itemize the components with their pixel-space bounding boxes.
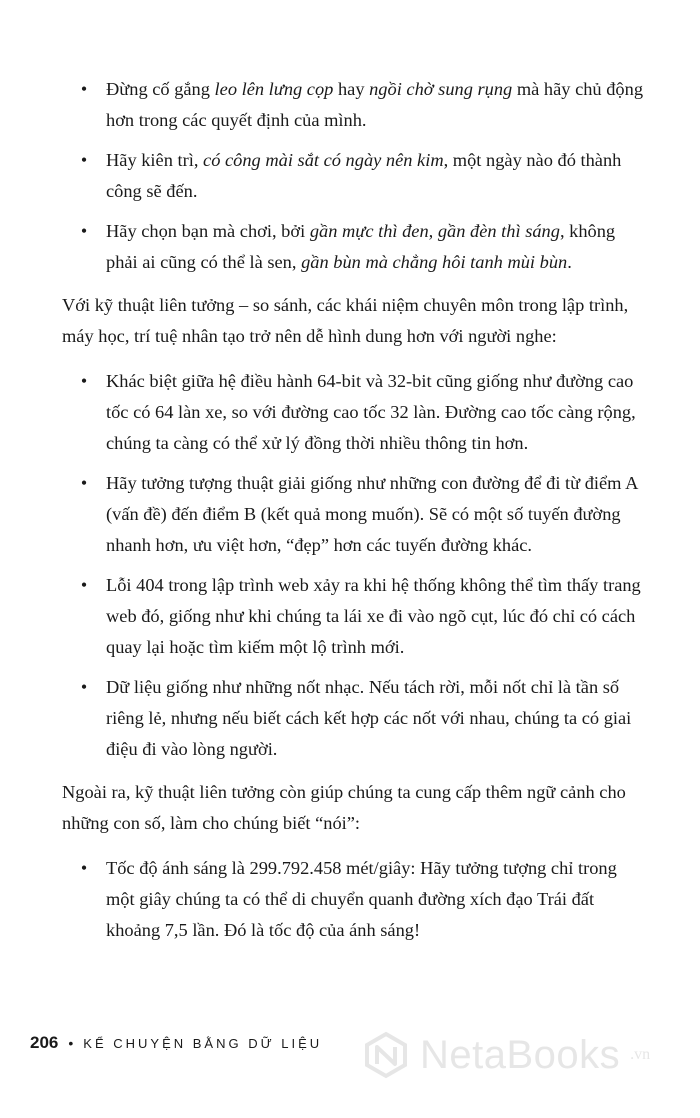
bullet-list-proverbs bbox=[62, 74, 650, 278]
paragraph-intro-comparison: Với kỹ thuật liên tưởng – so sánh, các khái niệm chuyên môn trong lập trình, máy học, trí tuệ nhân tạo trở nên dễ hình dung hơn với người nghe: bbox=[62, 295, 629, 346]
bullet-marker: • bbox=[80, 371, 88, 391]
list-item-text: Hãy chọn bạn mà chơi, bởi gần mực thì đen, gần đèn thì sáng, không phải ai cũng có thể là sen, gần bùn mà chẳng hôi tanh mùi bùn. bbox=[106, 221, 616, 272]
list-item-text: Khác biệt giữa hệ điều hành 64-bit và 32-bit cũng giống như đường cao tốc có 64 làn xe, so với đường cao tốc 32 làn. Đường cao tốc càng rộng, chúng ta càng có thể xử lý đồng thời nhiều thông tin hơn. bbox=[106, 371, 636, 453]
list-item-text: Đừng cố gắng leo lên lưng cọp hay ngồi chờ sung rụng mà hãy chủ động hơn trong các quyết định của mình. bbox=[106, 79, 644, 130]
running-title: KỂ CHUYỆN BẰNG DỮ LIỆU bbox=[83, 1035, 323, 1051]
list-item bbox=[62, 672, 650, 765]
footer-separator: • bbox=[68, 1035, 74, 1051]
list-item-text: Dữ liệu giống như những nốt nhạc. Nếu tách rời, mỗi nốt chỉ là tần số riêng lẻ, nhưng nếu biết cách kết hợp các nốt với nhau, chúng ta có giai điệu đi vào lòng người. bbox=[106, 677, 632, 759]
paragraph-intro-numbers: Ngoài ra, kỹ thuật liên tưởng còn giúp chúng ta cung cấp thêm ngữ cảnh cho những con số, làm cho chúng biết “nói”: bbox=[62, 782, 626, 833]
list-item-text: Tốc độ ánh sáng là 299.792.458 mét/giây: Hãy tưởng tượng chỉ trong một giây chúng ta có thể di chuyển quanh đường xích đạo Trái đất khoảng 7,5 lần. Đó là tốc độ của ánh sáng! bbox=[106, 858, 617, 940]
bullet-list-tech-examples bbox=[62, 366, 650, 765]
page-footer bbox=[30, 1033, 322, 1053]
list-item bbox=[62, 468, 650, 561]
italic-phrase: leo lên lưng cọp bbox=[214, 79, 334, 99]
list-item bbox=[62, 74, 650, 136]
bullet-marker: • bbox=[80, 473, 88, 493]
bullet-marker: • bbox=[80, 858, 88, 878]
list-item bbox=[62, 145, 650, 207]
italic-phrase: ngồi chờ sung rụng bbox=[369, 79, 513, 99]
watermark bbox=[362, 1020, 692, 1090]
bullet-marker: • bbox=[80, 677, 88, 697]
page-number: 206 bbox=[30, 1033, 59, 1052]
list-item bbox=[62, 570, 650, 663]
page-body bbox=[62, 74, 650, 946]
bullet-marker: • bbox=[80, 79, 88, 99]
bullet-list-number-examples bbox=[62, 853, 650, 946]
italic-phrase: gần bùn mà chẳng hôi tanh mùi bùn bbox=[301, 252, 568, 272]
italic-phrase: có công mài sắt có ngày nên kim bbox=[203, 150, 444, 170]
list-item bbox=[62, 853, 650, 946]
watermark-suffix: .vn bbox=[630, 1046, 651, 1063]
list-item-text: Hãy kiên trì, có công mài sắt có ngày nên kim, một ngày nào đó thành công sẽ đến. bbox=[106, 150, 622, 201]
list-item-text: Hãy tưởng tượng thuật giải giống như những con đường để đi từ điểm A (vấn đề) đến điểm B (kết quả mong muốn). Sẽ có một số tuyến đường nhanh hơn, ưu việt hơn, “đẹp” hơn các tuyến đường khác. bbox=[106, 473, 638, 555]
list-item bbox=[62, 366, 650, 459]
italic-phrase: gần mực thì đen, gần đèn thì sáng bbox=[309, 221, 560, 241]
bullet-marker: • bbox=[80, 575, 88, 595]
bullet-marker: • bbox=[80, 221, 88, 241]
watermark-text: NetaBooks bbox=[420, 1032, 621, 1077]
bullet-marker: • bbox=[80, 150, 88, 170]
netabooks-logo-icon bbox=[362, 1031, 410, 1079]
list-item-text: Lỗi 404 trong lập trình web xảy ra khi hệ thống không thể tìm thấy trang web đó, giống như khi chúng ta lái xe đi vào ngõ cụt, lúc đó chỉ có cách quay lại hoặc tìm kiếm một lộ trình mới. bbox=[106, 575, 641, 657]
list-item bbox=[62, 216, 650, 278]
